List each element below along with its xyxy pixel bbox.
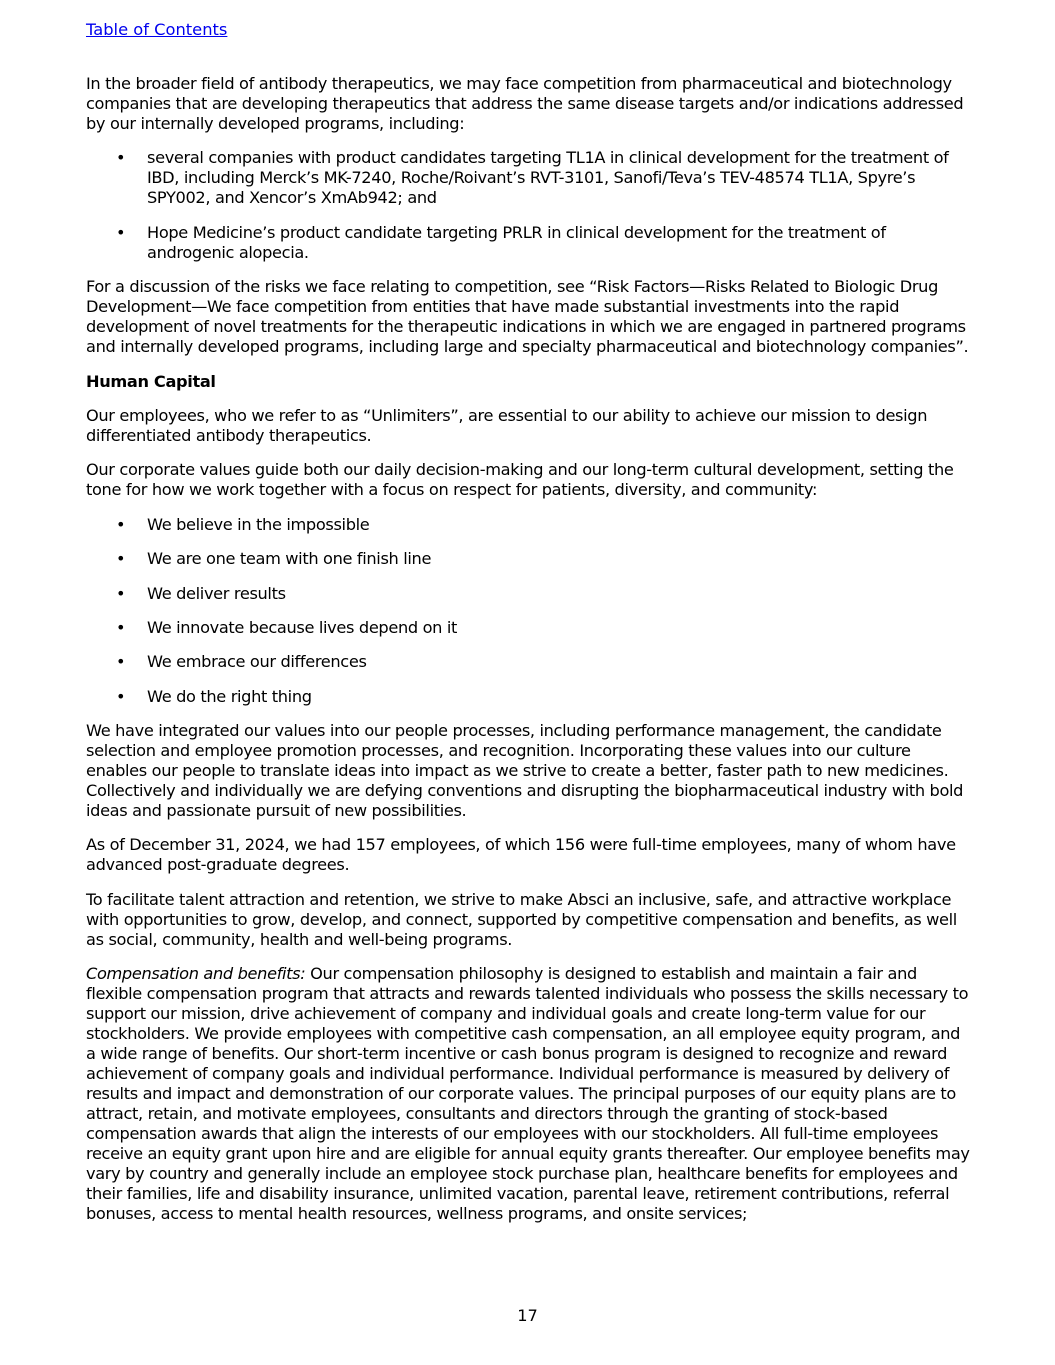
values-integration-paragraph: We have integrated our values into our people processes, including performance management, the candidate selection and employee promotion processes, and recognition. Incorporating these values into our culture enables our people to translate ideas into impact as we strive to create a better, faster path to new medicines. Collectively and individually we are defying conventions and disrupting the biopharmaceutical industry with bold ideas and passionate pursuit of new possibilities. (86, 721, 964, 821)
bullet-icon: • (116, 549, 126, 569)
values-intro-paragraph: Our corporate values guide both our daily decision-making and our long-term cultural development, setting the tone for how we work together with a focus on respect for patients, diversity, and community: (86, 460, 954, 500)
competition-list (86, 148, 970, 262)
headcount-paragraph: As of December 31, 2024, we had 157 employees, of which 156 were full-time employees, many of whom have advanced post-graduate degrees. (86, 835, 956, 875)
list-item: • We are one team with one finish line (116, 549, 432, 569)
bullet-icon: • (116, 514, 126, 534)
bullet-icon: • (116, 652, 126, 672)
list-item: • several companies with product candidates targeting TL1A in clinical development for the treatment of IBD, including Merck’s MK-7240, Roche/Roivant’s RVT-3101, Sanofi/Teva’s TEV-48574 TL1A, Spyre’s SPY002, and Xencor’s XmAb942; and (116, 148, 949, 208)
bullet-icon: • (116, 148, 126, 168)
human-capital-heading: Human Capital (86, 371, 216, 391)
table-of-contents-link[interactable]: Table of Contents (86, 20, 228, 39)
list-item: • We embrace our differences (116, 652, 367, 672)
talent-paragraph: To facilitate talent attraction and retention, we strive to make Absci an inclusive, safe, and attractive workplace with opportunities to grow, develop, and connect, supported by competitive compensation and benefits, as well as social, community, health and well-being programs. (86, 889, 957, 949)
list-item: • We innovate because lives depend on it (116, 617, 457, 637)
list-item: • We do the right thing (116, 686, 312, 706)
list-item: • We deliver results (116, 583, 286, 603)
bullet-icon: • (116, 617, 126, 637)
competition-intro-paragraph: In the broader field of antibody therapeutics, we may face competition from pharmaceutical and biotechnology companies that are developing therapeutics that address the same disease targets and/or indications addressed by our internally developed programs, including: (86, 74, 964, 133)
list-item: • We believe in the impossible (116, 514, 370, 534)
compensation-label: Compensation and benefits: (86, 964, 306, 984)
employees-intro-paragraph: Our employees, who we refer to as “Unlimiters”, are essential to our ability to achieve our mission to design differentiated antibody therapeutics. (86, 405, 928, 445)
bullet-icon: • (116, 686, 126, 706)
document-body (86, 74, 970, 1239)
bullet-icon: • (116, 222, 126, 242)
corporate-values-list (86, 515, 970, 707)
compensation-paragraph (86, 964, 970, 1224)
bullet-icon: • (116, 583, 126, 603)
page-number: 17 (517, 1306, 538, 1325)
risk-discussion-paragraph: For a discussion of the risks we face relating to competition, see “Risk Factors—Risks Related to Biologic Drug Development—We face competition from entities that have made substantial investments into the rapid development of novel treatments for the therapeutic indications in which we are engaged in partnered programs and internally developed programs, including large and specialty pharmaceutical and biotechnology companies”. (86, 277, 969, 357)
list-item: • Hope Medicine’s product candidate targeting PRLR in clinical development for the treatment of androgenic alopecia. (116, 222, 886, 262)
compensation-text: Our compensation philosophy is designed to establish and maintain a fair and flexible compensation program that attracts and rewards talented individuals who possess the skills necessary to support our mission, drive achievement of company and individual goals and create long-term value for our stockholders. We provide employees with competitive cash compensation, an all employee equity program, and a wide range of benefits. Our short-term incentive or cash bonus program is designed to recognize and reward achievement of company goals and individual performance. Individual performance is measured by delivery of results and impact and demonstration of our corporate values. The principal purposes of our equity plans are to attract, retain, and motivate employees, consultants and directors through the granting of stock-based compensation awards that align the interests of our employees with our stockholders. All full-time employees receive an equity grant upon hire and are eligible for annual equity grants thereafter. Our employee benefits may vary by country and generally include an employee stock purchase plan, healthcare benefits for employees and their families, life and disability insurance, unlimited vacation, parental leave, retirement contributions, referral bonuses, access to mental health resources, wellness programs, and onsite services; (86, 964, 970, 1224)
